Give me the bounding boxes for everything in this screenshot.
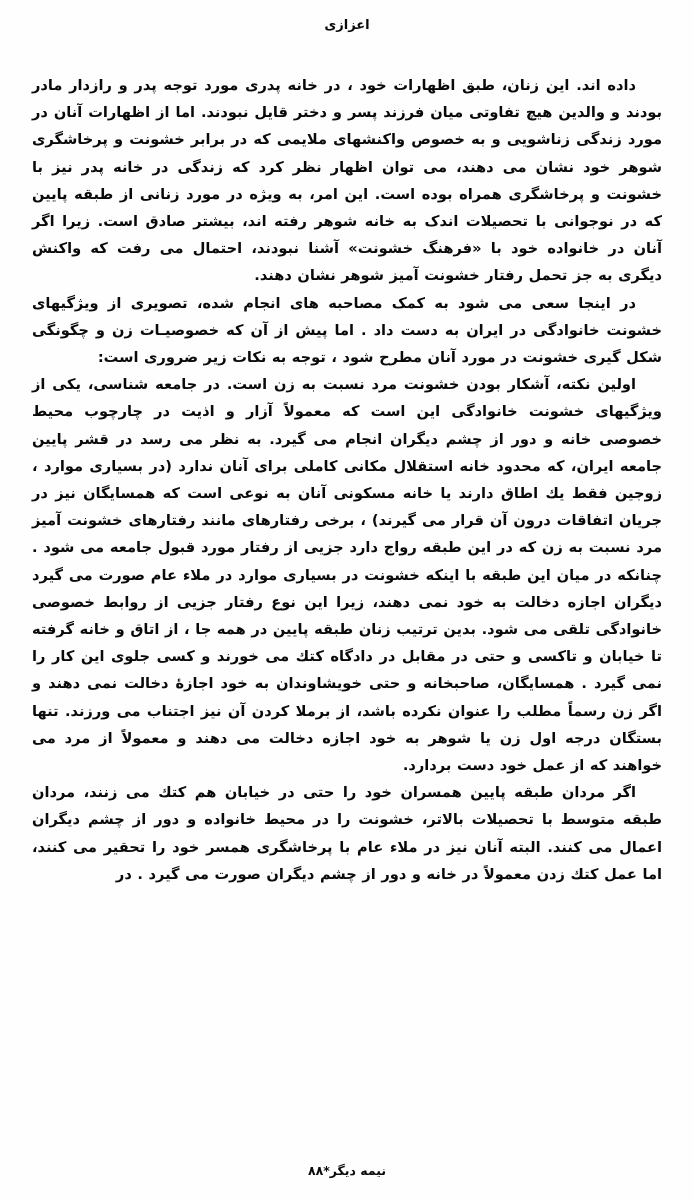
paragraph-4: اگر مردان طبقه پایین همسران خود را حتی در خیابان هم کتك می زنند، مردان طبقه متوسط با تحصیلات بالاتر، خشونت را در محیط خانواده و دور از چشم دیگران اعمال می کنند. البته آنان نیز در ملاء عام با پرخاشگری همسر خود را تحقیر می کنند، اما عمل کتك زدن معمولاً در خانه و دور از چشم دیگران صورت می گیرد . در <box>32 784 662 883</box>
page-header: اعزازی <box>324 18 370 33</box>
page-footer: نیمه دیگر*۸۸ <box>307 1163 387 1178</box>
paragraph-1: داده اند. این زنان، طبق اظهارات خود ، در خانه پدری مورد توجه پدر و رازدار مادر بودند و والدین هیچ تفاوتی میان فرزند پسر و دختر قایل نبودند. اما از اظهارات آنان در مورد زندگی زناشویی و به خصوص واکنشهای ملایمی که در برابر خشونت و پرخاشگری شوهر خود نشان می دهند، می توان اظهار نظر کرد که زندگی در خانه پدر نیز با خشونت و پرخاشگری همراه بوده است. این امر، به ویژه در مورد زنانی از طبقه پایین که در نوجوانی با تحصیلات اندک به خانه شوهر رفته اند، بیشتر صادق است. زیرا اگر آنان در خانواده خود با «فرهنگ خشونت» آشنا نبودند، احتمال می رفت که واکنش دیگری به جز تحمل رفتار خشونت آمیز شوهر نشان دهند. <box>32 77 662 285</box>
paragraph-2: در اینجا سعی می شود به کمک مصاحبه های انجام شده، تصویری از ویژگیهای خشونت خانوادگی در ایران به دست داد . اما پیش از آن که خصوصیـات زن و چگونگی شکل گیری خشونت در مورد آنان مطرح شود ، توجه به نکات زیر ضروری است: <box>32 294 662 367</box>
paragraph-3: اولین نکته، آشکار بودن خشونت مرد نسبت به زن است. در جامعه شناسی، یکی از ویژگیهای خشونت خانوادگی این است که معمولاً آزار و اذیت در چارچوب محیط خصوصی خانه و دور از چشم دیگران انجام می گیرد. به نظر می رسد در قشر پایین جامعه ایران، که محدود خانه استقلال مکانی کاملی برای آنان ندارد (در بسیاری موارد ، زوجین فقط یك اطاق دارند یا خانه مسکونی آنان به نوعی است که همسایگان نیز در جریان اتفاقات درون آن قرار می گیرند) ، برخی رفتارهای مانند رفتارهای خشونت آمیز مرد نسبت به زن که در این طبقه رواج دارد جزیی از رفتار مورد قبول جامعه می شود . چنانکه در میان این طبقه با اینکه خشونت در بسیاری موارد در ملاء عام صورت می گیرد دیگران اجازه دخالت به خود نمی دهند، زیرا این نوع رفتار جزیی از روابط خصوصی خانوادگی تلقی می شود. بدین ترتیب زنان طبقه پایین در همه جا ، از اتاق و خانه گرفته تا خیابان و تاکسی و حتی در مقابل در دادگاه کتك می خورند و کسی جلوی این کار را نمی گیرد . همسایگان، صاحبخانه و حتی خویشاوندان به خود اجازهٔ دخالت نمی دهند و اگر زن رسماً مطلب را عنوان نکرده باشد، از برملا کردن آن نیز اجتناب می ورزند. تنها بستگان درجه اول زن یا شوهر به خود اجازه دخالت می دهند و معمولاً از مرد می خواهند که از عمل خود دست بردارد. <box>32 376 662 775</box>
page-body <box>32 72 662 888</box>
